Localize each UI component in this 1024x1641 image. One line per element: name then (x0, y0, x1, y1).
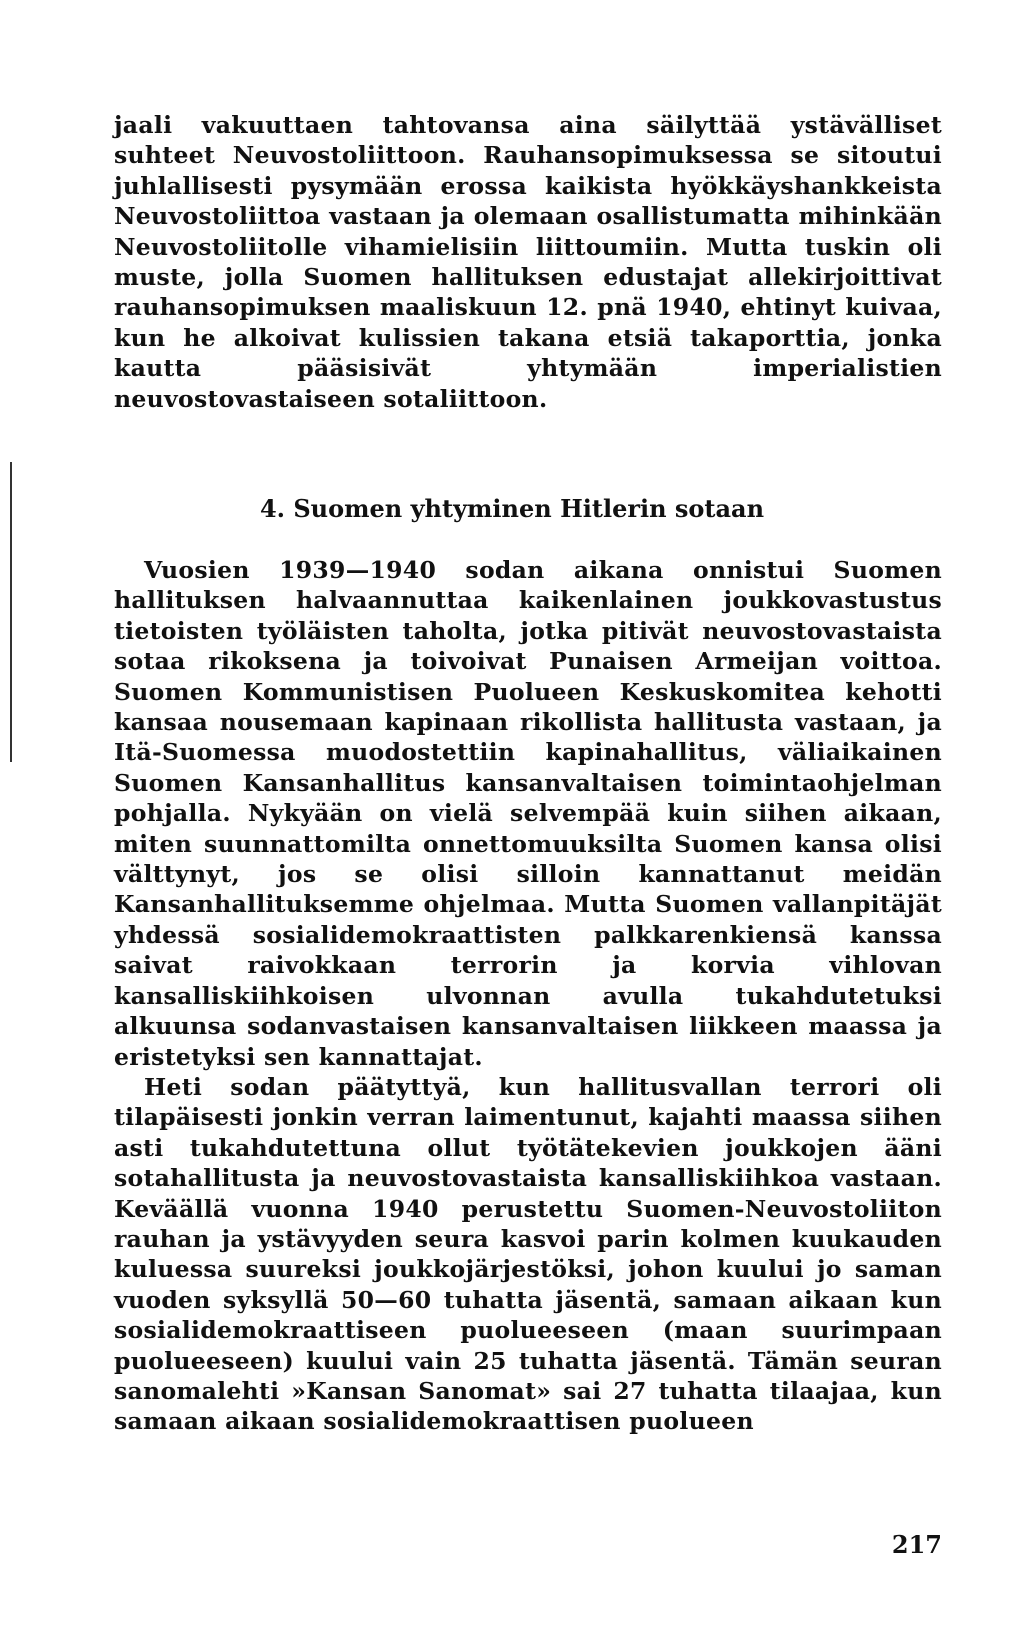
paragraph-1 (114, 110, 942, 414)
section-heading: 4. Suomen yhtyminen Hitlerin sotaan (259, 494, 765, 523)
paragraph-1-text: jaali vakuuttaen tahtovansa aina säilyttää ystävälliset suhteet Neuvostoliittoon. Rauhansopimuksessa se sitoutui juhlallisesti pysymään erossa kaikista hyökkäyshankkeista Neuvostoliittoa vastaan ja olemaan osallistumatta mihinkään Neuvostoliitolle vihamielisiin liittoumiin. Mutta tuskin oli muste, jolla Suomen hallituksen edustajat allekirjoittivat rauhansopimuksen maaliskuun 12. pnä 1940, ehtinyt kuivaa, kun he alkoivat kulissien takana etsiä takaporttia, jonka kautta pääsisivät yhtymään imperialistien neuvostovastaiseen sotaliittoon. (114, 111, 942, 413)
body-section (114, 555, 942, 1437)
page-number: 217 (891, 1530, 942, 1559)
paragraph-3: Heti sodan päätyttyä, kun hallitusvallan terrori oli tilapäisesti jonkin verran laimentunut, kajahti maassa siihen asti tukahdutettuna ollut työtätekevien joukkojen ääni sotahallitusta ja neuvostovastaista kansalliskiihkoa vastaan. Keväällä vuonna 1940 perustettu Suomen-Neuvostoliiton rauhan ja ystävyyden seura kasvoi parin kolmen kuukauden kuluessa suureksi joukkojärjestöksi, johon kuului jo saman vuoden syksyllä 50—60 tuhatta jäsentä, samaan aikaan kun sosialidemokraattiseen puolueeseen (maan suurimpaan puolueeseen) kuului vain 25 tuhatta jäsentä. Tämän seuran sanomalehti »Kansan Sanomat» sai 27 tuhatta tilaajaa, kun samaan aikaan sosialidemokraattisen puolueen (114, 1072, 942, 1436)
paragraph-2: Vuosien 1939—1940 sodan aikana onnistui Suomen hallituksen halvaannuttaa kaikenlainen joukkovastustus tietoisten työläisten taholta, jotka pitivät neuvostovastaista sotaa rikoksena ja toivoivat Punaisen Armeijan voittoa. Suomen Kommunistisen Puolueen Keskuskomitea kehotti kansaa nousemaan kapinaan rikollista hallitusta vastaan, ja Itä-Suomessa muodostettiin kapinahallitus, väliaikainen Suomen Kansanhallitus kansanvaltaisen toimintaohjelman pohjalla. Nykyään on vielä selvempää kuin siihen aikaan, miten suunnattomilta onnettomuuksilta Suomen kansa olisi välttynyt, jos se olisi silloin kannattanut meidän Kansanhallituksemme ohjelmaa. Mutta Suomen vallanpitäjät yhdessä sosialidemokraattisten palkkarenkiensä kanssa saivat raivokkaan terrorin ja korvia vihlovan kansalliskiihkoisen ulvonnan avulla tukahdutetuksi alkuunsa sodanvastaisen kansanvaltaisen liikkeen maassa ja eristetyksi sen kannattajat. (114, 556, 942, 1071)
